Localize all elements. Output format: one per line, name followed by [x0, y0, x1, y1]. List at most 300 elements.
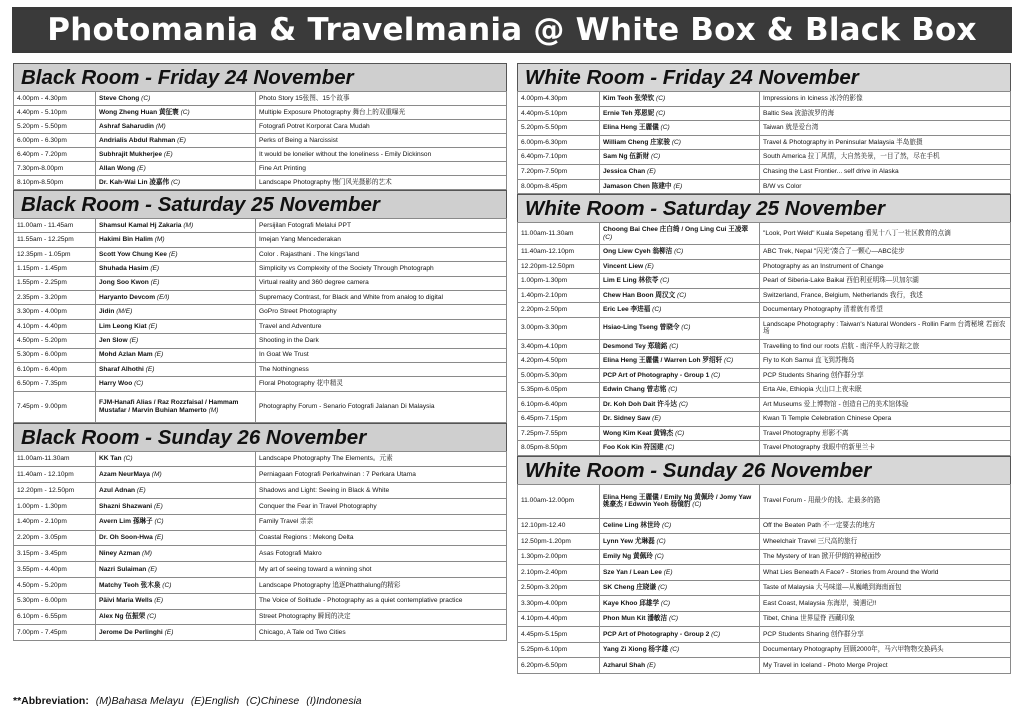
- abbreviation-chinese: (C)Chinese: [246, 695, 300, 707]
- section-title: Black Room - Saturday 25 November: [13, 190, 507, 218]
- speaker-name: Sam Ng 伍新财: [603, 153, 650, 161]
- speaker-cell: [600, 259, 760, 274]
- speaker-name: Celine Ling 林世玲: [603, 522, 661, 530]
- session-topic: Floral Photography 花中精灵: [256, 377, 507, 391]
- session-topic: Landscape Photography 慢门风光摄影的艺术: [256, 176, 507, 190]
- language-code: (C): [671, 138, 681, 146]
- session-topic: Erta Ale, Ethiopia 火山口上夜未眠: [760, 383, 1011, 398]
- speaker-cell: [96, 92, 256, 106]
- session-topic: Fotografi Potret Korporat Cara Mudah: [256, 120, 507, 134]
- speaker-name: Steve Chong: [99, 94, 140, 102]
- table-row: [518, 565, 1011, 581]
- schedule-table: [13, 91, 507, 190]
- speaker-name: Shuhada Hasim: [99, 265, 149, 273]
- speaker-cell: [96, 334, 256, 348]
- session-topic: Travel Photography 我眼中的新里兰卡: [760, 441, 1011, 456]
- speaker-name: Scott Yow Chung Kee: [99, 250, 167, 258]
- abbreviation-legend: [13, 693, 507, 709]
- table-row: [14, 162, 507, 176]
- table-row: [14, 334, 507, 348]
- speaker-name: KK Tan: [99, 455, 122, 463]
- speaker-name: Andrialis Abdul Rahman: [99, 136, 176, 144]
- speaker-name: Nazri Sulaiman: [99, 565, 147, 573]
- language-code: (C): [154, 518, 164, 526]
- session-topic: Travelling to find our roots 启航 - 南洋华人的寻踪之旅: [760, 339, 1011, 354]
- section-title: White Room - Sunday 26 November: [517, 456, 1011, 484]
- speaker-cell: [600, 164, 760, 179]
- session-topic: Photography as an Instrument of Change: [760, 259, 1011, 274]
- table-row: [518, 397, 1011, 412]
- session-time: 4.20pm-4.50pm: [518, 354, 600, 369]
- session-time: 11.00am-12.00pm: [518, 484, 600, 518]
- session-topic: Documentary Photography 清着就有希望: [760, 303, 1011, 318]
- speaker-cell: [96, 120, 256, 134]
- session-topic: Photo Story 15张图、15个故事: [256, 92, 507, 106]
- session-time: 4.45pm-5.15pm: [518, 627, 600, 643]
- speaker-name: Hsiao-Ling Tseng 曾晓令: [603, 324, 680, 332]
- session-topic: PCP Students Sharing 创作群分享: [760, 627, 1011, 643]
- session-topic: East Coast, Malaysia 东海岸，骑遇记!!: [760, 596, 1011, 612]
- table-row: [518, 179, 1011, 194]
- table-row: [518, 135, 1011, 150]
- speaker-cell: [96, 233, 256, 247]
- speaker-cell: [600, 354, 760, 369]
- session-time: 6.00pm - 6.30pm: [14, 134, 96, 148]
- session-topic: Art Museums 爱上博物馆 - 创造自己的美术馆体验: [760, 397, 1011, 412]
- speaker-cell: [96, 162, 256, 176]
- table-row: [14, 134, 507, 148]
- session-topic: Family Travel 亲亲: [256, 514, 507, 530]
- language-code: (C): [675, 429, 685, 437]
- language-code: (C): [669, 342, 679, 350]
- language-code: (M): [183, 221, 194, 229]
- session-time: 1.30pm-2.00pm: [518, 549, 600, 565]
- section-title: Black Room - Sunday 26 November: [13, 423, 507, 451]
- speaker-name: Ashraf Saharudin: [99, 122, 154, 130]
- speaker-name: Jidin: [99, 308, 115, 316]
- session-time: 5.25pm-6.10pm: [518, 642, 600, 658]
- speaker-name: Kaye Khoo 邱雄学: [603, 599, 660, 607]
- abbreviation-label: **Abbreviation:: [13, 695, 89, 707]
- language-code: (E): [645, 262, 654, 270]
- session-topic: Persijilan Fotografi Melalui PPT: [256, 219, 507, 233]
- table-row: [518, 164, 1011, 179]
- schedule-section: [517, 194, 1011, 456]
- speaker-cell: [600, 92, 760, 107]
- session-time: 4.10pm-4.40pm: [518, 611, 600, 627]
- session-topic: My art of seeing toward a winning shot: [256, 562, 507, 578]
- table-row: [518, 223, 1011, 245]
- speaker-cell: [600, 274, 760, 289]
- table-row: [14, 467, 507, 483]
- session-topic: Pearl of Siberia-Lake Baikal 西伯利亚明珠—贝加尔湖: [760, 274, 1011, 289]
- speaker-cell: [96, 134, 256, 148]
- table-row: [518, 658, 1011, 674]
- speaker-name: Wong Kim Keat 黄锦杰: [603, 429, 674, 437]
- session-topic: Imejan Yang Mencederakan: [256, 233, 507, 247]
- session-time: 12.35pm - 1.05pm: [14, 247, 96, 261]
- speaker-name: Hakimi Bin Halim: [99, 236, 153, 244]
- table-row: [518, 274, 1011, 289]
- session-time: 12.10pm-12.40: [518, 518, 600, 534]
- speaker-cell: [600, 303, 760, 318]
- language-code: (E): [168, 250, 178, 258]
- speaker-cell: [600, 549, 760, 565]
- table-row: [518, 534, 1011, 550]
- session-time: 11.55am - 12.25pm: [14, 233, 96, 247]
- language-code: (M): [154, 236, 165, 244]
- abbreviation-malay: (M)Bahasa Melayu: [95, 695, 184, 707]
- table-row: [14, 120, 507, 134]
- speaker-name: Matchy Teoh 张木泉: [99, 581, 161, 589]
- speaker-cell: [600, 135, 760, 150]
- table-row: [14, 319, 507, 333]
- language-code: (C): [170, 178, 181, 186]
- speaker-name: Vincent Liew: [603, 262, 644, 270]
- session-time: 5.35pm-6.05pm: [518, 383, 600, 398]
- table-row: [14, 148, 507, 162]
- speaker-name: Jamason Chen 陈建中: [603, 182, 672, 190]
- session-topic: Landscape Photography 追逐Phatthalung的精彩: [256, 578, 507, 594]
- session-time: 7.20pm-7.50pm: [518, 164, 600, 179]
- session-topic: Perniagaan Fotografi Perkahwinan : 7 Perkara Utama: [256, 467, 507, 483]
- session-topic: Documentary Photography 回顾2000年，马六甲物物交换码头: [760, 642, 1011, 658]
- table-row: [518, 368, 1011, 383]
- speaker-name: Lim E Ling 林依苓: [603, 277, 659, 285]
- speaker-cell: [600, 611, 760, 627]
- session-topic: Photography Forum - Senario Fotografi Jalanan Di Malaysia: [256, 391, 507, 422]
- table-row: [14, 362, 507, 376]
- session-topic: Taiwan 就是爱台湾: [760, 121, 1011, 136]
- black-room-column: [13, 63, 507, 641]
- speaker-name: Mohd Azlan Mam: [99, 351, 153, 359]
- session-topic: Asas Fotografi Makro: [256, 546, 507, 562]
- table-row: [14, 530, 507, 546]
- language-code: (C): [692, 501, 702, 509]
- speaker-cell: [600, 368, 760, 383]
- speaker-name: PCP Art of Photography - Group 1: [603, 371, 710, 379]
- speaker-cell: [600, 627, 760, 643]
- speaker-cell: [600, 150, 760, 165]
- table-row: [518, 627, 1011, 643]
- table-row: [14, 499, 507, 515]
- speaker-cell: [96, 377, 256, 391]
- session-time: 4.10pm - 4.40pm: [14, 319, 96, 333]
- language-code: (C): [657, 584, 668, 592]
- table-row: [14, 219, 507, 233]
- session-time: 5.20pm - 5.50pm: [14, 120, 96, 134]
- table-row: [518, 580, 1011, 596]
- language-code: (C): [162, 581, 172, 589]
- session-time: 6.40pm-7.10pm: [518, 150, 600, 165]
- speaker-cell: [96, 625, 256, 641]
- schedule-table: [13, 218, 507, 423]
- session-topic: Kwan Ti Temple Celebration Chinese Opera: [760, 412, 1011, 427]
- table-row: [518, 642, 1011, 658]
- schedule-section: [517, 63, 1011, 194]
- session-time: 11.40am - 12.10pm: [14, 467, 96, 483]
- language-code: (E): [663, 568, 673, 576]
- table-row: [14, 276, 507, 290]
- session-time: 1.15pm - 1.45pm: [14, 262, 96, 276]
- session-time: 8.00pm-8.45pm: [518, 179, 600, 194]
- session-time: 3.15pm - 3.45pm: [14, 546, 96, 562]
- speaker-name: Ernie Teh 郑恩妮: [603, 109, 655, 117]
- language-code: (E): [647, 167, 656, 175]
- table-row: [14, 578, 507, 594]
- table-row: [14, 609, 507, 625]
- session-topic: Wheelchair Travel 三尺高的旅行: [760, 534, 1011, 550]
- speaker-name: Edwin Chang 曾志铭: [603, 386, 667, 394]
- table-row: [14, 262, 507, 276]
- session-time: 3.00pm-3.30pm: [518, 317, 600, 339]
- language-code: (C): [660, 124, 670, 132]
- session-topic: Landscape Photography : Taiwan's Natural Wonders - Rollin Farm 台湾秘境 若面农场: [760, 317, 1011, 339]
- language-code: (C): [668, 386, 678, 394]
- speaker-name: Dr. Sidney Saw: [603, 415, 651, 423]
- language-code: (C): [711, 371, 721, 379]
- table-row: [518, 383, 1011, 398]
- speaker-cell: [96, 219, 256, 233]
- table-row: [14, 176, 507, 190]
- speaker-cell: [96, 593, 256, 609]
- table-row: [518, 441, 1011, 456]
- language-code: (E): [154, 534, 164, 542]
- table-row: [14, 546, 507, 562]
- session-time: 7.45pm - 9.00pm: [14, 391, 96, 422]
- table-row: [14, 106, 507, 120]
- schedule-section: [13, 423, 507, 642]
- speaker-cell: [600, 288, 760, 303]
- speaker-name: Allan Wong: [99, 164, 136, 172]
- language-code: (C): [656, 537, 666, 545]
- speaker-name: Shamsul Kamal Hj Zakaria: [99, 221, 182, 229]
- session-topic: Shooting in the Dark: [256, 334, 507, 348]
- speaker-cell: [96, 305, 256, 319]
- speaker-name: Kim Teoh 张荣钦: [603, 95, 655, 102]
- speaker-cell: [96, 391, 256, 422]
- abbreviation-english: (E)English: [190, 695, 240, 707]
- speaker-name: Shazni Shazwani: [99, 502, 153, 510]
- language-code: (C): [678, 400, 688, 408]
- session-time: 12.20pm - 12.50pm: [14, 483, 96, 499]
- speaker-cell: [96, 483, 256, 499]
- language-code: (C): [652, 306, 662, 314]
- session-topic: My Travel in Iceland - Photo Merge Project: [760, 658, 1011, 674]
- language-code: (E): [153, 502, 163, 510]
- session-topic: Impressions in Iciness 冰冷的影像: [760, 92, 1011, 107]
- table-row: [14, 233, 507, 247]
- speaker-name: Chew Han Boon 周汉文: [603, 291, 676, 299]
- session-topic: It would be lonelier without the loneliness - Emily Dickinson: [256, 148, 507, 162]
- speaker-cell: [600, 339, 760, 354]
- speaker-name: Avern Lim 孫琳子: [99, 518, 153, 526]
- session-topic: Travel & Photography in Peninsular Malaysia 半岛旅摄: [760, 135, 1011, 150]
- session-topic: Multiple Exposure Photography 舞台上的双重曝光: [256, 106, 507, 120]
- session-time: 12.50pm-1.20pm: [518, 534, 600, 550]
- session-topic: Shadows and Light: Seeing in Black & White: [256, 483, 507, 499]
- session-topic: Travel and Adventure: [256, 319, 507, 333]
- speaker-cell: [600, 179, 760, 194]
- schedule-section: [13, 190, 507, 423]
- speaker-name: Päivi Maria Wells: [99, 597, 153, 605]
- language-code: (C): [674, 248, 684, 256]
- session-topic: Perks of Being a Narcissist: [256, 134, 507, 148]
- language-code: (C): [651, 153, 661, 161]
- language-code: (E): [129, 337, 139, 345]
- session-time: 6.40pm - 7.20pm: [14, 148, 96, 162]
- speaker-cell: [600, 383, 760, 398]
- speaker-name: Subhrajit Mukherjee: [99, 150, 163, 158]
- language-code: (E): [646, 661, 656, 669]
- session-topic: Chasing the Last Frontier... self drive in Alaska: [760, 164, 1011, 179]
- session-time: 6.20pm-6.50pm: [518, 658, 600, 674]
- speaker-cell: [96, 276, 256, 290]
- speaker-name: Jerome De Perlinghi: [99, 629, 163, 637]
- session-topic: Fine Art Printing: [256, 162, 507, 176]
- speaker-cell: [600, 642, 760, 658]
- session-time: 5.30pm - 6.00pm: [14, 593, 96, 609]
- speaker-cell: [600, 658, 760, 674]
- language-code: (C): [660, 599, 671, 607]
- session-time: 2.50pm-3.20pm: [518, 580, 600, 596]
- session-time: 4.00pm - 4.30pm: [14, 92, 96, 106]
- speaker-cell: [96, 319, 256, 333]
- speaker-cell: [96, 262, 256, 276]
- language-code: (E): [652, 415, 661, 423]
- section-title: Black Room - Friday 24 November: [13, 63, 507, 91]
- speaker-name: Sze Yan / Lean Lee: [603, 568, 662, 576]
- session-topic: Street Photography 瞬间的决定: [256, 609, 507, 625]
- session-time: 11.40am-12.10pm: [518, 245, 600, 260]
- language-code: (C): [123, 455, 133, 463]
- speaker-name: Desmond Tey 郑瑞銘: [603, 342, 668, 350]
- table-row: [518, 317, 1011, 339]
- language-code: (E): [136, 164, 146, 172]
- language-code: (E): [164, 629, 174, 637]
- session-time: 8.10pm-8.50pm: [14, 176, 96, 190]
- language-code: (C): [147, 613, 157, 621]
- table-row: [518, 106, 1011, 121]
- speaker-name: Elina Heng 王麗儀: [603, 124, 659, 132]
- language-code: (C): [711, 630, 721, 638]
- session-time: 4.40pm - 5.10pm: [14, 106, 96, 120]
- section-title: White Room - Saturday 25 November: [517, 194, 1011, 222]
- speaker-cell: [600, 534, 760, 550]
- speaker-cell: [600, 426, 760, 441]
- session-topic: South America 拉丁风情，大自然美景，一目了然，尽在手机: [760, 150, 1011, 165]
- white-room-column: [517, 63, 1011, 674]
- table-row: [14, 514, 507, 530]
- language-code: (M/E): [116, 308, 133, 316]
- session-topic: What Lies Beneath A Face? - Stories from Around the World: [760, 565, 1011, 581]
- table-row: [14, 290, 507, 304]
- speaker-name: Eric Lee 李进福: [603, 306, 651, 314]
- session-topic: Virtual reality and 360 degree camera: [256, 276, 507, 290]
- speaker-name: Elina Heng 王麗儀 / Warren Loh 罗绍轩: [603, 357, 723, 365]
- speaker-name: Foo Kok Kin 符国建: [603, 444, 664, 452]
- session-topic: The Mystery of Iran 掀开伊朗的神秘面纱: [760, 549, 1011, 565]
- speaker-name: Elina Heng 王麗儀 / Emily Ng 黄佩玲 / Jomy Yaw 姚豪杰 / Edwvin Yeoh 杨镜豹: [603, 493, 752, 509]
- speaker-cell: [96, 176, 256, 190]
- table-row: [14, 562, 507, 578]
- speaker-cell: [96, 451, 256, 467]
- session-topic: Fly to Koh Samui 直飞到苏梅岛: [760, 354, 1011, 369]
- speaker-name: Dr. Oh Soon-Hwa: [99, 534, 153, 542]
- session-topic: Tibet, China 世界屋脊 西藏印象: [760, 611, 1011, 627]
- language-code: (E): [163, 150, 173, 158]
- table-row: [518, 596, 1011, 612]
- speaker-name: Azam NeurMaya: [99, 471, 150, 479]
- table-row: [14, 377, 507, 391]
- session-topic: Landscape Photography The Elements。元素: [256, 451, 507, 467]
- table-row: [518, 92, 1011, 107]
- speaker-name: Ong Liew Cyeh 翁柳洁: [603, 248, 673, 256]
- language-code: (E): [145, 365, 155, 373]
- session-time: 5.00pm-5.30pm: [518, 368, 600, 383]
- table-row: [14, 593, 507, 609]
- session-time: 6.00pm-6.30pm: [518, 135, 600, 150]
- session-time: 7.00pm - 7.45pm: [14, 625, 96, 641]
- table-row: [14, 391, 507, 422]
- language-code: (E): [136, 486, 146, 494]
- session-time: 11.00am - 11.45am: [14, 219, 96, 233]
- session-time: 7.25pm-7.55pm: [518, 426, 600, 441]
- session-time: 1.00pm - 1.30pm: [14, 499, 96, 515]
- session-topic: Off the Beaten Path 不一定要去的地方: [760, 518, 1011, 534]
- session-topic: The Nothingness: [256, 362, 507, 376]
- speaker-cell: [600, 412, 760, 427]
- language-code: (C): [141, 94, 151, 102]
- table-row: [518, 549, 1011, 565]
- language-code: (M): [155, 122, 166, 130]
- schedule-section: [13, 63, 507, 190]
- speaker-cell: [96, 148, 256, 162]
- language-code: (E): [177, 136, 186, 144]
- session-time: 1.55pm - 2.25pm: [14, 276, 96, 290]
- language-code: (C): [670, 646, 680, 654]
- speaker-cell: [600, 121, 760, 136]
- session-time: 4.40pm-5.10pm: [518, 106, 600, 121]
- speaker-name: Emily Ng 黄佩玲: [603, 553, 653, 561]
- table-row: [518, 245, 1011, 260]
- speaker-name: Alex Ng 伍振荣: [99, 613, 146, 621]
- speaker-cell: [96, 578, 256, 594]
- speaker-cell: [600, 565, 760, 581]
- language-code: (E): [150, 265, 160, 273]
- session-time: 3.30pm-4.00pm: [518, 596, 600, 612]
- session-time: 11.00am-11.30am: [518, 223, 600, 245]
- table-row: [518, 412, 1011, 427]
- language-code: (C): [660, 277, 670, 285]
- session-topic: Baltic Sea 波游波罗的海: [760, 106, 1011, 121]
- session-time: 5.30pm - 6.00pm: [14, 348, 96, 362]
- speaker-name: Phon Mun Kit 潘敏洁: [603, 615, 668, 623]
- table-row: [14, 247, 507, 261]
- speaker-name: Dr. Koh Doh Dait 许斗达: [603, 400, 677, 408]
- schedule-table: [517, 484, 1011, 674]
- session-topic: ABC Trek, Nepal "闪光"凑合了一颗心—ABC徒步: [760, 245, 1011, 260]
- session-topic: Chicago, A Tale od Two Cities: [256, 625, 507, 641]
- session-time: 12.20pm-12.50pm: [518, 259, 600, 274]
- abbreviation-indonesia: (I)Indonesia: [306, 695, 362, 707]
- session-time: 8.05pm-8.50pm: [518, 441, 600, 456]
- session-time: 4.00pm-4.30pm: [518, 92, 600, 107]
- language-code: (C): [724, 357, 734, 365]
- table-row: [518, 259, 1011, 274]
- session-topic: Supremacy Contrast, for Black and White from analog to digital: [256, 290, 507, 304]
- speaker-name: Azharul Shah: [603, 661, 646, 669]
